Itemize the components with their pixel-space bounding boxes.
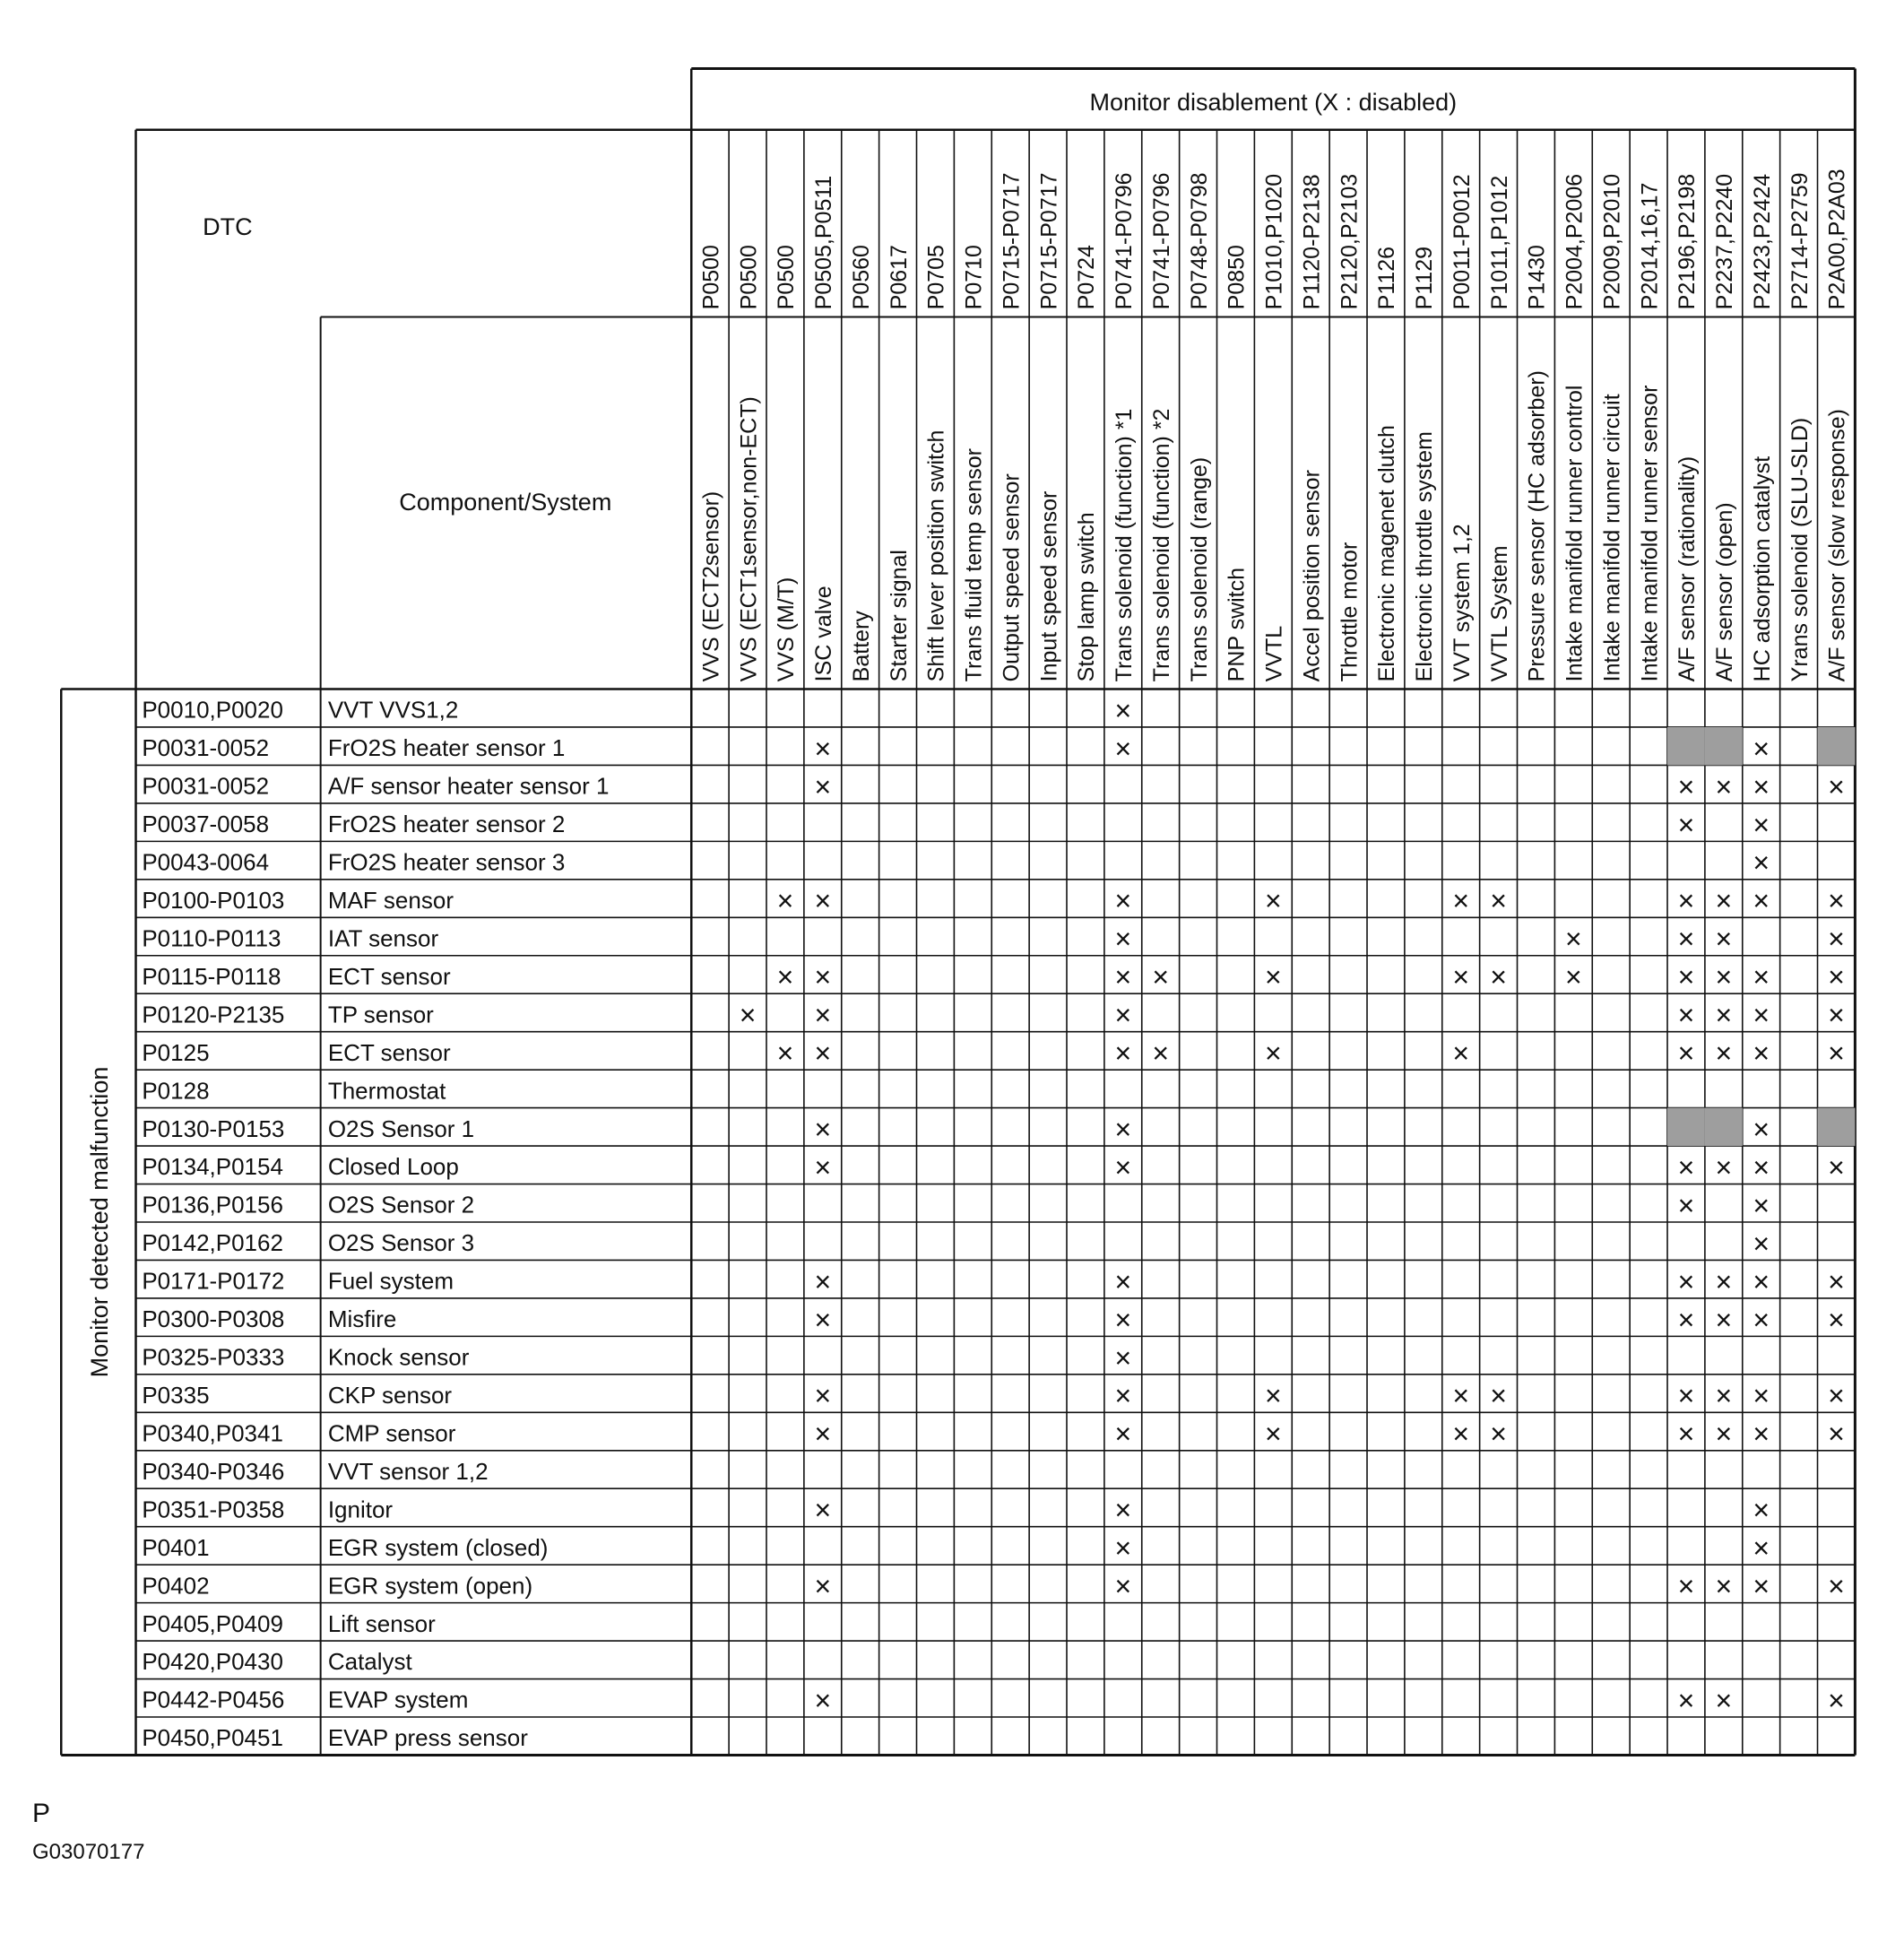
disabled-mark: × [1264,1379,1282,1412]
disabled-mark: × [814,1494,832,1527]
row-component: VVT sensor 1,2 [327,1457,489,1485]
column-dtc-label: P0850 [1224,245,1250,310]
column-dtc-label: P2009,P2010 [1599,173,1625,310]
column-dtc-label: P2014,16,17 [1637,182,1663,310]
disabled-mark: × [1753,770,1770,803]
disabled-mark: × [1152,1036,1170,1070]
row-component: O2S Sensor 3 [327,1229,475,1257]
row-component: FrO2S heater sensor 1 [327,734,566,762]
column-system-label: VVTL System [1486,545,1512,682]
disabled-mark: × [1753,1036,1770,1070]
disabled-mark: × [1753,884,1770,917]
column-dtc-label: P0500 [698,245,724,310]
disabled-mark: × [1828,1684,1845,1717]
column-system-label: Intake manifold runner circuit [1599,394,1625,682]
row-dtc: P0142,P0162 [142,1229,283,1257]
column-system-label: Trans solenoid (function) *1 [1112,408,1138,682]
disabled-mark: × [1753,846,1770,880]
row-dtc: P0442-P0456 [142,1686,285,1713]
column-system-label: Pressure sensor (HC adsorber) [1524,369,1550,682]
disabled-mark: × [1152,960,1170,993]
row-dtc: P0031-0052 [142,772,270,800]
disabled-mark: × [814,1265,832,1298]
shaded-cell [1705,1108,1743,1146]
disabled-mark: × [1677,1265,1695,1298]
disabled-mark: × [1114,1418,1132,1451]
row-component: Closed Loop [327,1153,459,1181]
disabled-mark: × [1114,1036,1132,1070]
row-dtc: P0351-P0358 [142,1496,285,1523]
row-dtc: P0325-P0333 [142,1343,285,1371]
disabled-mark: × [1828,1418,1845,1451]
disabled-mark: × [814,1570,832,1603]
column-system-label: Output speed sensor [999,473,1025,682]
column-system-label: A/F sensor (rationality) [1675,455,1701,682]
disabled-mark: × [1490,1418,1507,1451]
row-component: FrO2S heater sensor 2 [327,811,566,838]
disabled-mark: × [1828,1150,1845,1184]
row-component: Misfire [327,1305,397,1333]
disabled-mark: × [1677,1303,1695,1336]
disabled-mark: × [1114,999,1132,1032]
column-dtc-label: P2237,P2240 [1712,173,1738,310]
disabled-mark: × [1828,1265,1845,1298]
dtc-header: DTC [203,213,253,241]
column-dtc-label: P0748-P0798 [1186,172,1212,310]
column-system-label: Starter signal [886,550,912,682]
shaded-cell [1667,727,1705,765]
disabled-mark: × [1677,770,1695,803]
column-dtc-label: P0500 [774,245,800,310]
column-dtc-label: P0741-P0796 [1112,172,1138,310]
disabled-mark: × [1715,999,1733,1032]
column-dtc-label: P0500 [736,245,762,310]
disabled-mark: × [1677,808,1695,841]
disabled-mark: × [1490,1379,1507,1412]
row-dtc: P0171-P0172 [142,1267,285,1295]
disabled-mark: × [1114,732,1132,765]
disabled-mark: × [1114,923,1132,956]
disabled-mark: × [1715,1150,1733,1184]
disabled-mark: × [776,960,794,993]
shaded-cell [1818,727,1856,765]
column-system-label: Trans solenoid (range) [1186,456,1212,682]
row-component: VVT VVS1,2 [327,696,459,724]
disabled-mark: × [1114,1494,1132,1527]
column-system-label: PNP switch [1224,567,1250,682]
column-dtc-label: P0705 [923,245,949,310]
disabled-mark: × [1452,1379,1470,1412]
row-component: Catalyst [327,1648,412,1676]
column-dtc-label: P1010,P1020 [1261,173,1287,310]
disabled-mark: × [1114,1379,1132,1412]
row-component: Knock sensor [327,1343,470,1371]
column-system-label: Shift lever position switch [923,429,949,682]
disabled-mark: × [1753,1227,1770,1260]
row-component: CMP sensor [327,1419,456,1447]
disabled-mark: × [1753,1494,1770,1527]
shaded-cell [1818,1108,1856,1146]
column-dtc-label: P0710 [961,245,987,310]
column-system-label: Trans solenoid (function) *2 [1148,408,1174,682]
disabled-mark: × [1490,884,1507,917]
disabled-mark: × [1715,960,1733,993]
disabled-mark: × [1828,1379,1845,1412]
column-system-label: Trans fluid temp sensor [961,448,987,682]
disabled-mark: × [1715,923,1733,956]
row-dtc: P0100-P0103 [142,886,285,914]
disabled-mark: × [1452,1036,1470,1070]
column-system-label: Throttle motor [1337,542,1363,682]
disabled-mark: × [1753,1531,1770,1565]
disabled-mark: × [1828,1570,1845,1603]
column-system-label: VVT system 1,2 [1449,524,1475,682]
disabled-mark: × [814,1036,832,1070]
disabled-mark: × [1114,1113,1132,1146]
column-dtc-label: P2423,P2424 [1749,173,1775,310]
row-dtc: P0125 [142,1038,210,1066]
disabled-mark: × [776,884,794,917]
disabled-mark: × [1715,1036,1733,1070]
disabled-mark: × [1715,770,1733,803]
disabled-mark: × [814,1684,832,1717]
disabled-mark: × [1715,1265,1733,1298]
column-system-label: Intake manifold runner control [1562,385,1588,682]
row-component: IAT sensor [327,924,439,952]
disabled-mark: × [1264,960,1282,993]
disabled-mark: × [1753,1113,1770,1146]
disabled-mark: × [1753,1303,1770,1336]
row-dtc: P0134,P0154 [142,1153,283,1181]
row-dtc: P0110-P0113 [142,924,281,952]
row-dtc: P0130-P0153 [142,1114,285,1142]
disabled-mark: × [1677,999,1695,1032]
disabled-mark: × [1490,960,1507,993]
row-component: TP sensor [327,1001,434,1028]
disabled-mark: × [1753,1265,1770,1298]
disabled-mark: × [1564,960,1582,993]
row-component: EGR system (open) [327,1572,533,1600]
row-component: Ignitor [327,1496,394,1523]
column-system-label: A/F sensor (slow response) [1824,409,1850,682]
column-dtc-label: P1430 [1524,245,1550,310]
disabled-mark: × [1715,1418,1733,1451]
disabled-mark: × [814,1150,832,1184]
component-header: Component/System [399,489,612,516]
column-dtc-label: P0617 [886,245,912,310]
row-dtc: P0037-0058 [142,811,270,838]
column-system-label: Electronic magenet clutch [1374,425,1400,682]
disabled-mark: × [1677,1418,1695,1451]
disabled-mark: × [1677,1036,1695,1070]
disabled-mark: × [1715,884,1733,917]
disabled-mark: × [814,1113,832,1146]
column-system-label: VVS (ECT2sensor) [698,490,724,682]
column-system-label: Battery [848,611,874,682]
column-system-label: A/F sensor (open) [1712,502,1738,682]
column-dtc-label: P1126 [1374,246,1400,310]
row-dtc: P0031-0052 [142,734,270,762]
disabled-mark: × [1264,1036,1282,1070]
column-system-label: Yrans solenoid (SLU-SLD) [1787,417,1813,682]
row-dtc: P0402 [142,1572,210,1600]
disabled-mark: × [1828,999,1845,1032]
disabled-mark: × [1753,1150,1770,1184]
disabled-mark: × [1715,1303,1733,1336]
column-system-label: Electronic throttle system [1412,431,1438,682]
row-component: ECT sensor [327,1038,451,1066]
column-dtc-label: P0715-P0717 [999,172,1025,310]
disabled-mark: × [1452,884,1470,917]
disabled-mark: × [1677,1189,1695,1222]
row-component: EVAP press sensor [327,1724,528,1752]
figure-id: G03070177 [32,1840,145,1864]
disabled-mark: × [1677,1379,1695,1412]
row-dtc: P0450,P0451 [142,1724,283,1752]
disabled-mark: × [1114,1570,1132,1603]
row-dtc: P0115-P0118 [142,962,281,990]
column-dtc-label: P2004,P2006 [1562,173,1588,310]
disabled-mark: × [814,999,832,1032]
column-dtc-label: P0560 [848,245,874,310]
disabled-mark: × [1828,884,1845,917]
row-dtc: P0340-P0346 [142,1457,285,1485]
disabled-mark: × [1114,1150,1132,1184]
disabled-mark: × [1828,960,1845,993]
disabled-mark: × [1114,960,1132,993]
row-dtc: P0120-P2135 [142,1001,285,1028]
column-system-label: Accel position sensor [1299,470,1325,682]
row-dtc: P0128 [142,1077,210,1105]
column-dtc-label: P0505,P0511 [811,175,837,310]
column-system-label: Stop lamp switch [1074,512,1100,682]
disabled-mark: × [1114,884,1132,917]
disabled-mark: × [1715,1684,1733,1717]
shaded-cell [1705,727,1743,765]
disabled-mark: × [1828,1036,1845,1070]
disabled-mark: × [1828,770,1845,803]
disabled-mark: × [1753,1570,1770,1603]
column-system-label: ISC valve [811,585,837,682]
row-dtc: P0420,P0430 [142,1648,283,1676]
disabled-mark: × [1114,694,1132,727]
column-dtc-label: P1129 [1412,246,1438,310]
row-component: Fuel system [327,1267,454,1295]
row-dtc: P0010,P0020 [142,696,283,724]
row-dtc: P0136,P0156 [142,1191,283,1219]
column-dtc-label: P2196,P2198 [1675,173,1701,310]
disabled-mark: × [814,770,832,803]
row-dtc: P0043-0064 [142,848,270,876]
disabled-mark: × [1677,1684,1695,1717]
disabled-mark: × [1753,960,1770,993]
row-component: O2S Sensor 1 [327,1114,475,1142]
disabled-mark: × [1114,1303,1132,1336]
disabled-mark: × [1677,884,1695,917]
disabled-mark: × [1264,1418,1282,1451]
disabled-mark: × [1753,1189,1770,1222]
row-dtc: P0401 [142,1533,210,1561]
row-component: EGR system (closed) [327,1533,549,1561]
disabled-mark: × [1114,1341,1132,1375]
disabled-mark: × [1753,1379,1770,1412]
row-component: CKP sensor [327,1381,453,1409]
disabled-mark: × [1828,1303,1845,1336]
disabled-mark: × [1114,1531,1132,1565]
row-component: A/F sensor heater sensor 1 [327,772,610,800]
disabled-mark: × [814,732,832,765]
column-dtc-label: P0011-P0012 [1449,174,1475,310]
row-dtc: P0335 [142,1381,210,1409]
disabled-mark: × [1753,1418,1770,1451]
footer-letter: P [32,1799,51,1828]
column-dtc-label: P0715-P0717 [1036,172,1062,310]
row-dtc: P0405,P0409 [142,1609,283,1637]
disabled-mark: × [814,884,832,917]
row-component: FrO2S heater sensor 3 [327,848,566,876]
disabled-mark: × [1677,960,1695,993]
column-dtc-label: P0724 [1074,245,1100,310]
disabled-mark: × [814,1303,832,1336]
monitor-disablement-title: Monitor disablement (X : disabled) [1089,88,1458,116]
column-system-label: VVTL [1261,625,1287,682]
row-component: Thermostat [327,1077,446,1105]
shaded-cell [1667,1108,1705,1146]
column-dtc-label: P2714-P2759 [1787,172,1813,310]
disabled-mark: × [1114,1265,1132,1298]
disabled-mark: × [1828,923,1845,956]
column-system-label: VVS (ECT1sensor,non-ECT) [736,396,762,682]
row-component: Lift sensor [327,1609,436,1637]
row-dtc: P0340,P0341 [142,1419,283,1447]
column-dtc-label: P1120-P2138 [1299,174,1325,310]
column-system-label: HC adsorption catalyst [1749,455,1775,682]
column-dtc-label: P2120,P2103 [1337,173,1363,310]
column-dtc-label: P2A00,P2A03 [1824,169,1850,310]
disabled-mark: × [1753,732,1770,765]
disabled-mark: × [1677,1150,1695,1184]
row-component: EVAP system [327,1686,469,1713]
column-system-label: Input speed sensor [1036,490,1062,682]
column-system-label: VVS (M/T) [774,577,800,682]
disabled-mark: × [1753,999,1770,1032]
disabled-mark: × [1715,1379,1733,1412]
side-label: Monitor detected malfunction [86,1066,114,1378]
column-dtc-label: P1011,P1012 [1486,175,1512,310]
row-component: O2S Sensor 2 [327,1191,475,1219]
column-system-label: Intake manifold runner sensor [1637,385,1663,682]
disabled-mark: × [739,999,757,1032]
disabled-mark: × [776,1036,794,1070]
disabled-mark: × [814,1418,832,1451]
disabled-mark: × [1715,1570,1733,1603]
row-component: ECT sensor [327,962,451,990]
disabled-mark: × [814,1379,832,1412]
disabled-mark: × [814,960,832,993]
disabled-mark: × [1564,923,1582,956]
row-component: MAF sensor [327,886,454,914]
disabled-mark: × [1452,1418,1470,1451]
disabled-mark: × [1264,884,1282,917]
disabled-mark: × [1753,808,1770,841]
disabled-mark: × [1677,923,1695,956]
disabled-mark: × [1677,1570,1695,1603]
column-dtc-label: P0741-P0796 [1148,172,1174,310]
row-dtc: P0300-P0308 [142,1305,285,1333]
disabled-mark: × [1452,960,1470,993]
